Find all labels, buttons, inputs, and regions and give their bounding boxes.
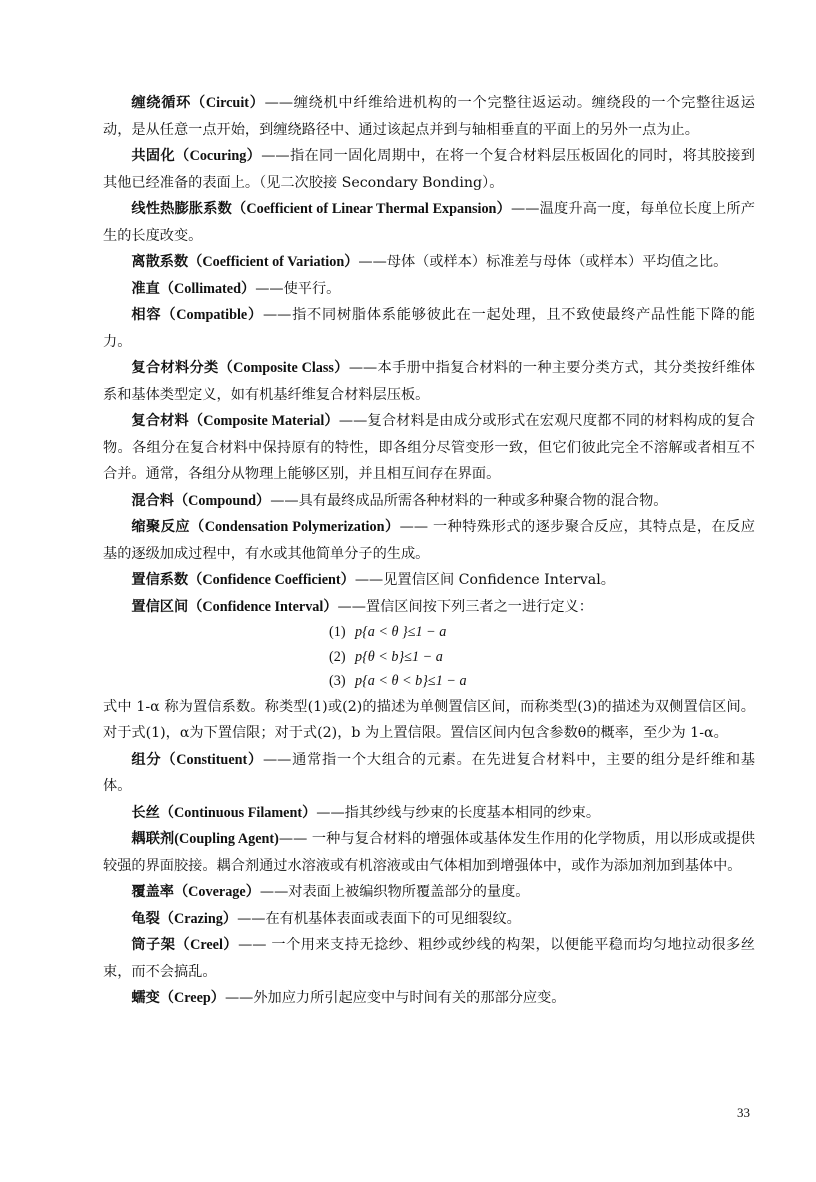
entry-term: 耦联剂 — [131, 831, 175, 847]
entry-english: Confidence Coefficient — [202, 572, 341, 588]
glossary-entry: 复合材料分类（Composite Class）——本手册中指复合材料的一种主要分类方式，其分类按纤维体系和基体类型定义，如有机基纤维复合材料层压板。 — [103, 360, 755, 403]
glossary-entry: 准直（Collimated）——使平行。 — [131, 280, 341, 297]
entry-english: Crazing — [173, 910, 223, 927]
glossary-entry: 混合料（Compound）——具有最终成品所需各种材料的一种或多种聚合物的混合物。 — [131, 492, 668, 509]
entry-definition: —— 一种与复合材料的增强体或基体发生作用的化学物质，用以形成或提供较强的界面胶接。耦合剂通过水溶液或有机溶液或由气体相加到增强体中，或作为添加剂加到基体中。 — [103, 831, 755, 874]
glossary-entry: 组分（Constituent）——通常指一个大组合的元素。在先进复合材料中，主要的组分是纤维和基体。 — [103, 751, 755, 794]
entry-english: Confidence Interval — [202, 598, 324, 615]
entry-english: Cocuring — [189, 148, 247, 164]
glossary-entry: 蠕变（Creep）——外加应力所引起应变中与时间有关的那部分应变。 — [131, 990, 566, 1006]
entry-english: Circuit — [205, 95, 249, 111]
glossary-body — [103, 90, 755, 1012]
entry-definition: ——缠绕机中纤维给进机构的一个完整往返运动。缠绕段的一个完整往返运动，是从任意一点开始，到缠绕路径中、通过该起点并到与轴相垂直的平面上的另外一点为止。 — [103, 95, 755, 138]
entry-term: 相容 — [131, 307, 162, 323]
entry-term: 覆盖率 — [131, 884, 174, 900]
entry-definition: ——通常指一个大组合的元素。在先进复合材料中，主要的组分是纤维和基体。 — [103, 751, 755, 794]
entry-term: 蠕变 — [131, 990, 160, 1006]
formula-number: (1) — [329, 624, 346, 640]
entry-english: Compatible — [176, 307, 248, 323]
entry-english: Condensation Polymerization — [204, 519, 385, 535]
entry-term: 缩聚反应 — [131, 519, 191, 535]
glossary-entry: 长丝（Continuous Filament）——指其纱线与纱束的长度基本相同的纱束。 — [131, 804, 601, 821]
entry-english: Collimated — [173, 280, 241, 297]
entry-definition: ——见置信区间 Confidence Interval。 — [354, 572, 615, 588]
page-number: 33 — [737, 1105, 750, 1120]
entry-term: 离散系数 — [131, 254, 189, 270]
glossary-entry: 线性热膨胀系数（Coefficient of Linear Thermal Expansion）——温度升高一度，每单位长度上所产生的长度改变。 — [103, 201, 755, 244]
glossary-entry: 共固化（Cocuring）——指在同一固化周期中，在将一个复合材料层压板固化的同时，将其胶接到其他已经准备的表面上。（见二次胶接 Secondary Bonding）。 — [103, 148, 755, 191]
entry-definition: ——外加应力所引起应变中与时间有关的那部分应变。 — [224, 990, 566, 1006]
formula-note: 式中 1-α 称为置信系数。称类型(1)或(2)的描述为单侧置信区间，而称类型(3)的描述为双侧置信区间。对于式(1)，α为下置信限；对于式(2)，b 为上置信限。置信区间内包含参数θ的概率，至少为 1-α。 — [103, 698, 755, 741]
glossary-entry: 缠绕循环（Circuit）——缠绕机中纤维给进机构的一个完整往返运动。缠绕段的一个完整往返运动，是从任意一点开始，到缠绕路径中、通过该起点并到与轴相垂直的平面上的另外一点为止。 — [103, 95, 755, 138]
glossary-entry: 置信区间（Confidence Interval）——置信区间按下列三者之一进行定义： — [131, 598, 593, 615]
entry-definition: ——在有机基体表面或表面下的可见细裂纹。 — [237, 910, 521, 927]
entry-definition: ——母体（或样本）标准差与母体（或样本）平均值之比。 — [358, 254, 728, 270]
entry-term: 混合料 — [131, 492, 174, 509]
formula-expression: p{a < θ }≤1 − a — [355, 624, 447, 640]
entry-definition: ——具有最终成品所需各种材料的一种或多种聚合物的混合物。 — [270, 492, 668, 509]
entry-definition: ——对表面上被编织物所覆盖部分的量度。 — [259, 884, 530, 900]
entry-definition: —— 一个用来支持无捻纱、粗纱或纱线的构架，以便能平稳而均匀地拉动很多丝束，而不会搞乱。 — [103, 937, 755, 980]
entry-english: Continuous Filament — [173, 804, 303, 821]
entry-term: 线性热膨胀系数 — [131, 201, 232, 217]
glossary-entry: 相容（Compatible）——指不同树脂体系能够彼此在一起处理，且不致使最终产品性能下降的能力。 — [103, 307, 755, 350]
entry-definition: ——指不同树脂体系能够彼此在一起处理，且不致使最终产品性能下降的能力。 — [103, 307, 755, 350]
entry-term: 龟裂 — [131, 910, 160, 927]
entry-term: 缠绕循环 — [131, 95, 191, 111]
entry-definition: ——使平行。 — [255, 280, 341, 297]
glossary-entry: 离散系数（Coefficient of Variation）——母体（或样本）标准差与母体（或样本）平均值之比。 — [131, 254, 728, 270]
entry-term: 准直 — [131, 280, 160, 297]
entry-term: 筒子架 — [131, 937, 176, 953]
entry-term: 组分 — [131, 751, 162, 768]
entry-english: Composite Class — [233, 360, 334, 376]
glossary-entry: 缩聚反应（Condensation Polymerization）—— 一种特殊形式的逐步聚合反应，其特点是，在反应基的逐级加成过程中，有水或其他简单分子的生成。 — [103, 519, 755, 562]
entry-english: Coupling Agent — [179, 831, 275, 847]
formula-expression: p{θ < b}≤1 − a — [355, 648, 443, 665]
entry-term: 置信区间 — [131, 598, 189, 615]
entry-term: 共固化 — [131, 148, 176, 164]
entry-term: 长丝 — [131, 804, 160, 821]
entry-definition: ——复合材料是由成分或形式在宏观尺度都不同的材料构成的复合物。各组分在复合材料中保持原有的特性，即各组分尽管变形一致，但它们彼此完全不溶解或者相互不合并。通常，各组分从物理上能够区别，并且相互间存在界面。 — [103, 413, 755, 482]
entry-english: Coefficient of Variation — [202, 254, 345, 270]
formula-item — [103, 620, 755, 645]
entry-definition: ——指在同一固化周期中，在将一个复合材料层压板固化的同时，将其胶接到其他已经准备的表面上。（见二次胶接 Secondary Bonding）。 — [103, 148, 755, 191]
entry-definition: ——指其纱线与纱束的长度基本相同的纱束。 — [316, 804, 601, 821]
entry-english: Composite Material — [203, 413, 325, 429]
entry-definition: ——温度升高一度，每单位长度上所产生的长度改变。 — [103, 201, 755, 244]
entry-english: Creel — [190, 937, 223, 953]
entry-term: 置信系数 — [131, 572, 189, 588]
entry-term: 复合材料分类 — [131, 360, 219, 376]
entry-english: Coefficient of Linear Thermal Expansion — [246, 201, 497, 217]
formula-expression: p{a < θ < b}≤1 − a — [355, 673, 467, 689]
glossary-entry: 耦联剂(Coupling Agent)—— 一种与复合材料的增强体或基体发生作用的化学物质，用以形成或提供较强的界面胶接。耦合剂通过水溶液或有机溶液或由气体相加到增强体中，或作为添加剂加到基体中。 — [103, 831, 755, 874]
entry-english: Coverage — [188, 884, 246, 900]
entry-english: Compound — [188, 492, 256, 509]
glossary-entry: 覆盖率（Coverage）——对表面上被编织物所覆盖部分的量度。 — [131, 884, 530, 900]
entry-definition: —— 一种特殊形式的逐步聚合反应，其特点是，在反应基的逐级加成过程中，有水或其他简单分子的生成。 — [103, 519, 755, 562]
formula-item — [103, 669, 755, 694]
formula-list — [103, 620, 755, 694]
glossary-entry: 置信系数（Confidence Coefficient）——见置信区间 Confidence Interval。 — [131, 572, 615, 588]
glossary-entry: 龟裂（Crazing）——在有机基体表面或表面下的可见细裂纹。 — [131, 910, 521, 927]
formula-number: (3) — [329, 673, 346, 689]
entry-english: Creep — [173, 990, 211, 1006]
glossary-entry: 复合材料（Composite Material）——复合材料是由成分或形式在宏观尺度都不同的材料构成的复合物。各组分在复合材料中保持原有的特性，即各组分尽管变形一致，但它们彼此完全不溶解或者相互不合并。通常，各组分从物理上能够区别，并且相互间存在界面。 — [103, 413, 755, 482]
formula-number: (2) — [329, 648, 346, 665]
glossary-entry: 筒子架（Creel）—— 一个用来支持无捻纱、粗纱或纱线的构架，以便能平稳而均匀地拉动很多丝束，而不会搞乱。 — [103, 937, 755, 980]
entry-term: 复合材料 — [131, 413, 189, 429]
entry-definition: ——本手册中指复合材料的一种主要分类方式，其分类按纤维体系和基体类型定义，如有机基纤维复合材料层压板。 — [103, 360, 755, 403]
entry-definition: ——置信区间按下列三者之一进行定义： — [337, 598, 593, 615]
formula-item — [103, 645, 755, 670]
entry-english: Constituent — [176, 751, 248, 768]
